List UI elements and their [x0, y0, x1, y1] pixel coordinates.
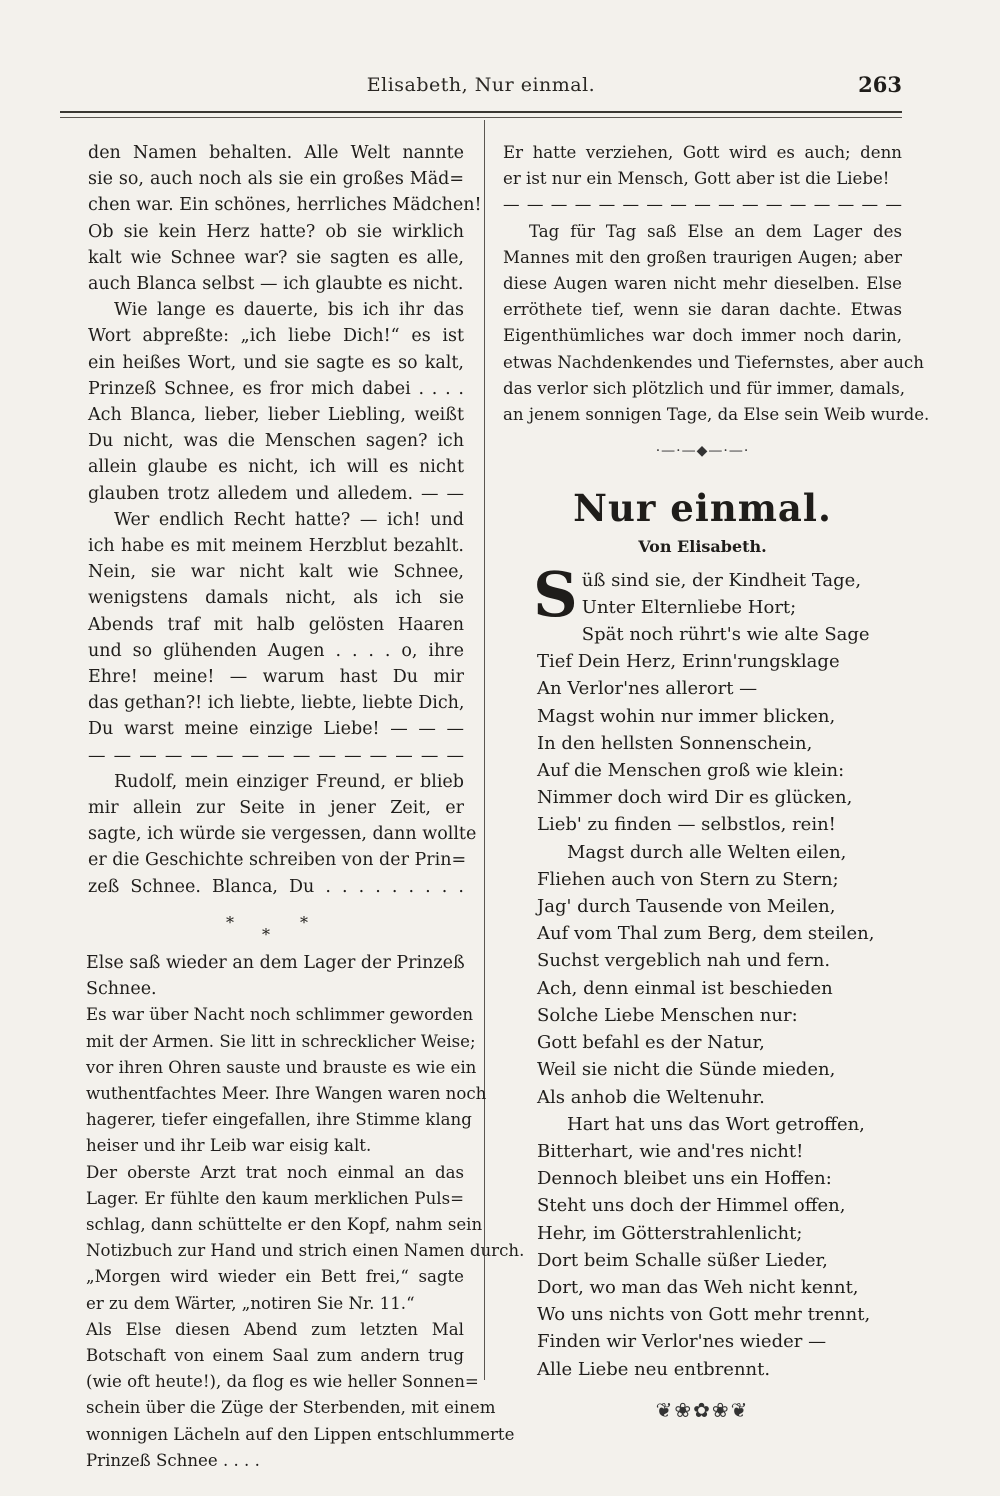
text-line: Wie lange es dauerte, bis ich ihr das [114, 300, 464, 321]
dash-separator: — — — — — — — — — — — — — — — — — [503, 195, 902, 215]
text-line: Prinzeß Schnee, es fror mich dabei . . . . [88, 378, 464, 399]
text-line: vor ihren Ohren sauste und brauste es wie ein [86, 1057, 477, 1077]
text-line: den Namen behalten. Alle Welt nannte [88, 143, 464, 163]
text-line: an jenem sonnigen Tage, da Else sein Weib wurde. [503, 405, 930, 425]
asterisk: * [262, 924, 270, 944]
text-line: allein glaube es nicht, ich will es nicht [88, 457, 464, 478]
text-line: er ist nur ein Mensch, Gott aber ist die Liebe! [503, 169, 890, 189]
poem-line: Unter Elternliebe Hort; [581, 596, 797, 618]
poem-line: Nimmer doch wird Dir es glücken, [537, 787, 853, 809]
text-line: wenigstens damals nicht, als ich sie [88, 588, 464, 609]
text-line: sie so, auch noch als sie ein großes Mäd= [88, 169, 464, 190]
text-line: Wort abpreßte: „ich liebe Dich!“ es ist [88, 326, 464, 347]
text-line: mir allein zur Seite in jener Zeit, er [88, 798, 464, 819]
text-line: schein über die Züge der Sterbenden, mit einem [86, 1398, 496, 1418]
text-line: diese Augen waren nicht mehr dieselben. Else [503, 274, 902, 294]
page-number: 263 [858, 72, 902, 97]
text-line: Botschaft von einem Saal zum andern trug [86, 1345, 464, 1365]
header-rule-thin [60, 117, 902, 118]
paragraph [88, 769, 477, 900]
poem-line: Ach, denn einmal ist beschieden [537, 977, 833, 999]
poem-line: Gott befahl es der Natur, [537, 1032, 765, 1054]
text-line: schlag, dann schüttelte er den Kopf, nahm sein [86, 1214, 483, 1234]
poem-line: Hehr, im Götterstrahlenlicht; [537, 1222, 803, 1244]
text-line: wuthentfachtes Meer. Ihre Wangen waren noch [86, 1083, 487, 1103]
paragraph [88, 140, 482, 297]
poem-line: Auf vom Thal zum Berg, dem steilen, [537, 923, 875, 945]
running-head: Elisabeth, Nur einmal. [366, 74, 596, 96]
text-line: kalt wie Schnee war? sie sagten es alle, [88, 247, 464, 268]
text-line: er zu dem Wärter, „notiren Sie Nr. 11.“ [86, 1293, 415, 1313]
text-line: Ach Blanca, lieber, lieber Liebling, weißt [88, 405, 464, 426]
text-line: Prinzeß Schnee . . . . [86, 1450, 260, 1470]
asterisk: * [300, 912, 308, 932]
text-line: etwas Nachdenkendes und Tiefernstes, aber auch [503, 352, 924, 372]
poem-line: Dennoch bleibet uns ein Hoffen: [537, 1168, 832, 1190]
text-line: er die Geschichte schreiben von der Prin= [88, 850, 467, 871]
text-line: Wer endlich Recht hatte? — ich! und [114, 509, 464, 530]
text-line: ich habe es mit meinem Herzblut bezahlt. [88, 536, 464, 557]
poem-line: Fliehen auch von Stern zu Stern; [537, 868, 839, 890]
text-line: Abends traf mit halb gelösten Haaren [88, 614, 464, 635]
paragraph [86, 1160, 525, 1317]
dash-separator: — — — — — — — — — — — — — — — [88, 745, 464, 766]
text-line: Ehre! meine! — warum hast Du mir [88, 667, 464, 688]
paragraph [86, 1002, 487, 1159]
text-line: ein heißes Wort, und sie sagte es so kalt, [88, 352, 464, 373]
poem-line: In den hellsten Sonnenschein, [537, 732, 813, 754]
text-line: Der oberste Arzt trat noch einmal an das [86, 1162, 464, 1182]
right-column [503, 140, 930, 1423]
poem-title: Nur einmal. [573, 486, 832, 531]
text-line: Es war über Nacht noch schlimmer geworden [86, 1005, 474, 1025]
text-line: Du nicht, was die Menschen sagen? ich [88, 431, 464, 452]
text-line: „Morgen wird wieder ein Bett frei,“ sagte [86, 1267, 464, 1287]
section-break-stars [88, 906, 464, 946]
text-line: Eigenthümliches war doch immer noch darin, [503, 326, 902, 346]
poem-line: Steht uns doch der Himmel offen, [537, 1195, 846, 1217]
poem-line: Alle Liebe neu entbrennt. [537, 1358, 771, 1380]
text-line: heiser und ihr Leib war eisig kalt. [86, 1136, 372, 1156]
poem-line: Wo uns nichts von Gott mehr trennt, [537, 1304, 871, 1326]
continuation-block [86, 950, 525, 1474]
text-line: sagte, ich würde sie vergessen, dann wollte [88, 824, 477, 845]
poem-line: Solche Liebe Menschen nur: [537, 1004, 798, 1026]
poem-line: Dort beim Schalle süßer Lieder, [537, 1249, 828, 1271]
header-rule [60, 111, 902, 113]
poem-line: üß sind sie, der Kindheit Tage, [581, 569, 862, 591]
text-line: auch Blanca selbst — ich glaubte es nicht. [88, 274, 464, 295]
poem-line: Hart hat uns das Wort getroffen, [567, 1113, 865, 1135]
poem-line: Lieb' zu finden — selbstlos, rein! [537, 814, 836, 836]
text-line: Lager. Er fühlte den kaum merklichen Puls= [86, 1188, 464, 1208]
text-line: und so glühenden Augen . . . . o, ihre [88, 640, 464, 661]
poem-line: Jag' durch Tausende von Meilen, [537, 896, 836, 918]
text-line: Ob sie kein Herz hatte? ob sie wirklich [88, 221, 464, 242]
poem-line: Bitterhart, wie and'res nicht! [537, 1140, 804, 1162]
text-line: erröthete tief, wenn sie daran dachte. Etwas [503, 300, 902, 320]
poem-line: Spät noch rührt's wie alte Sage [581, 624, 870, 646]
poem-line: Magst wohin nur immer blicken, [537, 705, 836, 727]
ornament-divider: ·—·—◆—·—· [655, 443, 750, 460]
poem-line: Dort, wo man das Weh nicht kennt, [537, 1276, 859, 1298]
poem-line: An Verlor'nes allerort — [537, 678, 758, 700]
poem-line: Auf die Menschen groß wie klein: [537, 760, 845, 782]
poem-line: Suchst vergeblich nah und fern. [537, 950, 831, 972]
paragraph [503, 219, 930, 429]
end-ornament: ❦❀✿❀❦ [655, 1397, 750, 1422]
text-line: Du warst meine einzige Liebe! — — — [88, 719, 464, 740]
column-divider [484, 120, 485, 1380]
asterisk: * [226, 912, 234, 932]
text-line: Notizbuch zur Hand und strich einen Namen durch. [86, 1241, 525, 1261]
poem-line: Als anhob die Weltenuhr. [537, 1086, 765, 1108]
text-line: Schnee. [86, 979, 157, 1000]
text-line: Nein, sie war nicht kalt wie Schnee, [88, 562, 464, 583]
text-line: Mannes mit den großen traurigen Augen; aber [503, 247, 902, 267]
paragraph [86, 950, 464, 1002]
text-line: hagerer, tiefer eingefallen, ihre Stimme klang [86, 1110, 472, 1130]
text-line: Als Else diesen Abend zum letzten Mal [86, 1319, 464, 1339]
text-line: glauben trotz alledem und alledem. — — [88, 483, 464, 504]
text-line: Else saß wieder an dem Lager der Prinzeß [86, 952, 465, 973]
poem-author: Von Elisabeth. [638, 537, 767, 557]
text-line: zeß Schnee. Blanca, Du . . . . . . . . . [88, 876, 464, 897]
poem-line: Magst durch alle Welten eilen, [567, 841, 847, 863]
text-line: (wie oft heute!), da flog es wie heller Sonnen= [86, 1372, 479, 1392]
page-header [60, 70, 902, 104]
text-line: Er hatte verziehen, Gott wird es auch; denn [503, 143, 902, 162]
text-line: Tag für Tag saß Else an dem Lager des [529, 221, 902, 241]
left-column [86, 140, 525, 1474]
text-line: wonnigen Lächeln auf den Lippen entschlummerte [86, 1424, 515, 1444]
paragraph [503, 140, 902, 192]
paragraph [88, 507, 464, 743]
text-line: das gethan?! ich liebte, liebte, liebte Dich, [88, 693, 465, 714]
drop-cap: S [533, 557, 578, 631]
paragraph [86, 1317, 515, 1474]
text-line: mit der Armen. Sie litt in schrecklicher Weise; [86, 1031, 476, 1051]
poem-line: Tief Dein Herz, Erinn'rungsklage [537, 651, 840, 673]
text-line: chen war. Ein schönes, herrliches Mädchen! [88, 195, 482, 216]
text-line: Rudolf, mein einziger Freund, er blieb [114, 771, 464, 792]
poem-line: Finden wir Verlor'nes wieder — [537, 1331, 827, 1353]
text-line: das verlor sich plötzlich und für immer, damals, [503, 378, 906, 398]
poem [533, 557, 902, 1383]
paragraph [88, 297, 464, 507]
poem-line: Weil sie nicht die Sünde mieden, [537, 1059, 836, 1081]
